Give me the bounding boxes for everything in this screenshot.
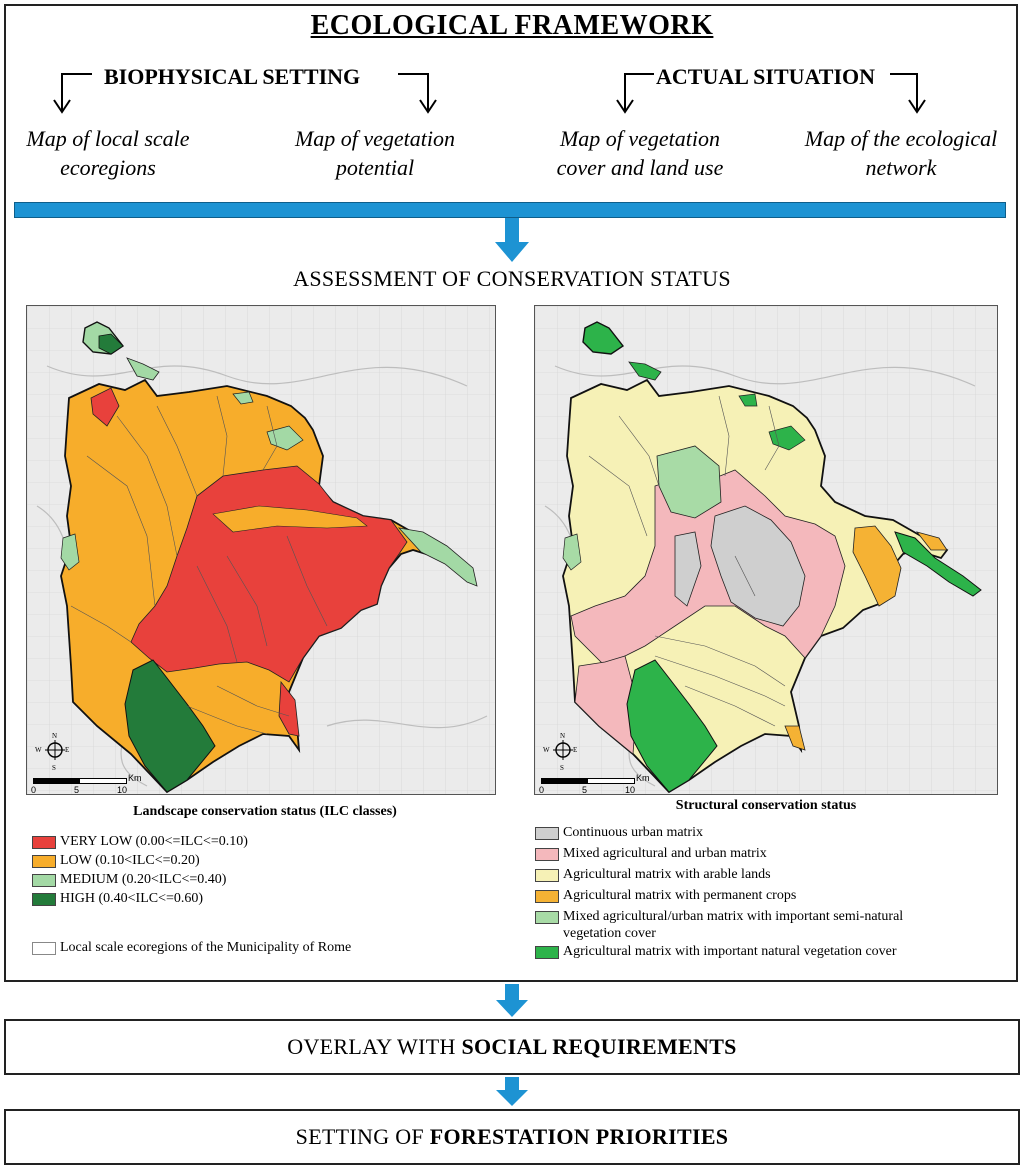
landscape-conservation-map	[26, 305, 496, 795]
legend-label-natural: Agricultural matrix with important natural vegetation cover	[563, 944, 897, 959]
map-ecoregions-label: Map of local scale ecoregions	[26, 126, 190, 180]
legend-label-mixed: Mixed agricultural and urban matrix	[563, 846, 767, 861]
forestation-priorities-box: SETTING OF FORESTATION PRIORITIES	[4, 1109, 1020, 1165]
legend-label-arable: Agricultural matrix with arable lands	[563, 867, 771, 882]
down-arrow-icon	[494, 218, 530, 264]
compass-south-label: S	[560, 764, 564, 772]
map-ecological-network-label: Map of the ecological network	[804, 126, 998, 180]
compass-west-label: W	[35, 746, 42, 754]
legend-label-urban: Continuous urban matrix	[563, 825, 703, 840]
structural-conservation-map	[534, 305, 998, 795]
scale-tick: 5	[582, 785, 588, 795]
framework-bar	[14, 202, 1006, 218]
compass-west-label: W	[543, 746, 550, 754]
scale-unit: Km	[636, 773, 650, 783]
scale-bar	[541, 778, 635, 784]
legend-swatch-permanent-crops	[535, 890, 559, 903]
compass-east-label: E	[573, 746, 578, 754]
assessment-heading: ASSESSMENT OF CONSERVATION STATUS	[293, 266, 731, 291]
legend-label-semi-natural-cont: vegetation cover	[563, 926, 656, 941]
legend-label-permanent-crops: Agricultural matrix with permanent crops	[563, 888, 797, 903]
map-vegetation-cover-label: Map of vegetation cover and land use	[556, 126, 724, 180]
legend-swatch-mixed	[535, 848, 559, 861]
legend-label-ecoregion: Local scale ecoregions of the Municipality of Rome	[60, 940, 352, 955]
legend-swatch-semi-natural	[535, 911, 559, 924]
legend-swatch-arable	[535, 869, 559, 882]
map-vegetation-potential-label: Map of vegetation potential	[294, 126, 456, 180]
actual-situation-heading: ACTUAL SITUATION	[656, 64, 876, 89]
scale-unit: Km	[128, 773, 142, 783]
biophysical-setting-heading: BIOPHYSICAL SETTING	[104, 64, 361, 89]
compass-south-label: S	[52, 764, 56, 772]
compass-north-label: N	[52, 732, 58, 740]
right-legend-title: Structural conservation status	[675, 798, 857, 813]
overlay-social-requirements-box: OVERLAY WITH SOCIAL REQUIREMENTS	[4, 1019, 1020, 1075]
legend-label-high: HIGH (0.40<ILC<=0.60)	[60, 891, 204, 906]
framework-title: ECOLOGICAL FRAMEWORK	[310, 10, 714, 41]
scale-tick: 10	[625, 785, 636, 795]
scale-tick: 0	[539, 785, 545, 795]
legend-swatch-low	[32, 855, 56, 868]
legend-label-semi-natural: Mixed agricultural/urban matrix with important semi-natural	[563, 909, 904, 924]
compass-east-label: E	[65, 746, 70, 754]
compass-north-label: N	[560, 732, 566, 740]
legend-swatch-natural	[535, 946, 559, 959]
scale-tick: 10	[117, 785, 128, 795]
scale-bar	[33, 778, 127, 784]
left-legend-title: Landscape conservation status (ILC classes)	[133, 804, 397, 819]
down-arrow-icon	[495, 1077, 529, 1107]
legend-label-very-low: VERY LOW (0.00<=ILC<=0.10)	[60, 834, 248, 849]
legend-label-medium: MEDIUM (0.20<ILC<=0.40)	[60, 872, 227, 887]
scale-tick: 5	[74, 785, 80, 795]
legend-label-low: LOW (0.10<ILC<=0.20)	[60, 853, 200, 868]
down-arrow-icon	[495, 984, 529, 1018]
legend-swatch-urban	[535, 827, 559, 840]
legend-swatch-very-low	[32, 836, 56, 849]
legend-swatch-high	[32, 893, 56, 906]
legend-swatch-ecoregion	[32, 942, 56, 955]
legend-swatch-medium	[32, 874, 56, 887]
scale-tick: 0	[31, 785, 37, 795]
